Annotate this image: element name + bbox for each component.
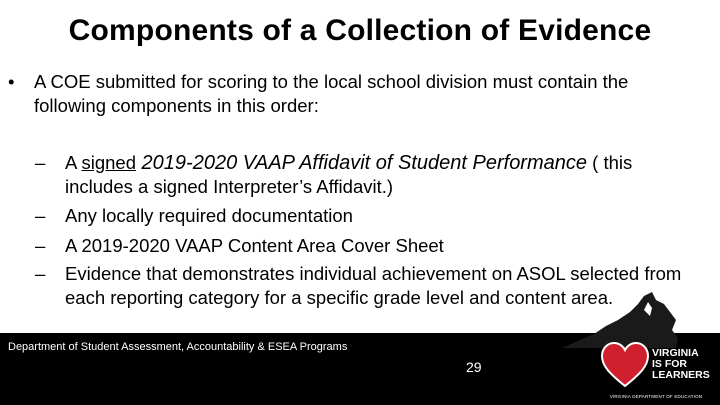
bullet-marker: •: [8, 71, 15, 92]
sub-marker: –: [35, 152, 46, 173]
sub-item-text: Any locally required documentation: [65, 205, 353, 226]
sub-item-suffix: ( this includes a signed Interpreter’s Affidavit.): [65, 152, 633, 197]
sub-item-prefix: A: [65, 152, 82, 173]
sub-item-text: Evidence that demonstrates individual achievement on ASOL selected from each reporting category for a specific grade level and content area.: [65, 263, 682, 308]
logo-line1: VIRGINIA: [652, 347, 699, 359]
logo-subline: VIRGINIA DEPARTMENT OF EDUCATION: [609, 394, 703, 399]
sub-item-text: A 2019-2020 VAAP Content Area Cover Sheet: [65, 235, 444, 256]
heart-icon: [600, 342, 650, 388]
main-bullet: [8, 70, 698, 118]
logo-line2: IS FOR: [652, 358, 688, 370]
page-number: 29: [466, 359, 482, 375]
signed-underlined-text: signed: [81, 152, 136, 173]
sub-marker: –: [35, 263, 46, 284]
slide-title: Components of a Collection of Evidence: [68, 14, 652, 47]
bullet-text: A COE submitted for scoring to the local school division must contain the following components in this order:: [34, 71, 629, 116]
logo-line3: LEARNERS: [652, 369, 710, 381]
virginia-is-for-learners-logo: [600, 338, 712, 404]
sub-item-text: [65, 151, 685, 199]
sub-item-local-docs: [35, 204, 685, 228]
sub-marker: –: [35, 235, 46, 256]
affidavit-title: 2019-2020 VAAP Affidavit of Student Performance: [135, 152, 587, 174]
sub-item-cover-sheet: [35, 234, 685, 258]
sub-marker: –: [35, 205, 46, 226]
logo-text: [652, 348, 710, 381]
sub-item-affidavit: [35, 151, 685, 199]
department-name: Department of Student Assessment, Accountability & ESEA Programs: [8, 341, 348, 353]
